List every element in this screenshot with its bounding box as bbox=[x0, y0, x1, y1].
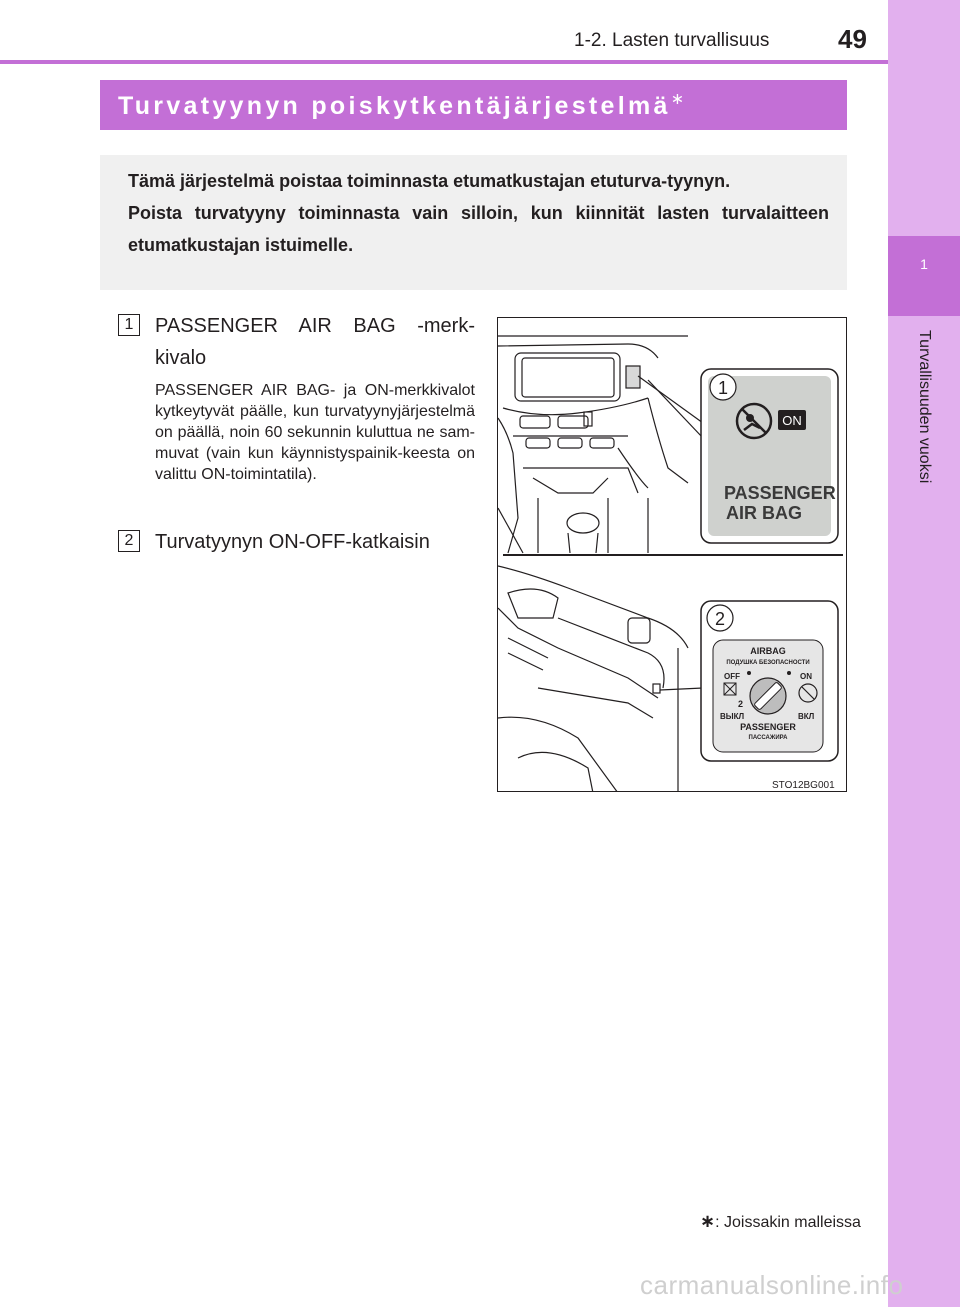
intro-paragraph: Tämä järjestelmä poistaa toiminnasta etumatkustajan etuturva-tyynyn. bbox=[128, 171, 731, 191]
item-number-badge: 1 bbox=[118, 314, 140, 336]
airbag-illustration bbox=[497, 317, 847, 792]
key-switch-knob bbox=[750, 678, 786, 714]
chapter-tab bbox=[888, 236, 960, 316]
callout-number: 1 bbox=[717, 378, 729, 398]
switch-on-label: ON bbox=[800, 672, 812, 681]
callout-number: 2 bbox=[714, 609, 726, 629]
footnote-text: : Joissakin malleissa bbox=[715, 1214, 861, 1231]
chapter-label: Turvallisuuden vuoksi bbox=[916, 330, 933, 484]
intro-box bbox=[100, 155, 847, 290]
item-number-badge: 2 bbox=[118, 530, 140, 552]
on-indicator: ON bbox=[782, 413, 802, 428]
dashboard-drawing bbox=[498, 318, 847, 792]
item-description: PASSENGER AIR BAG- ja ON-merkkivalot kytkeytyvät päälle, kun turvatyynyjärjestelmä on päällä, noin 60 sekunnin kuluttua ne sam-muvat (vain kun käynnistyspainik-keesta on valittu ON-toimintatila). bbox=[155, 382, 475, 483]
model-note-mark: ∗ bbox=[670, 91, 685, 108]
indicator-text: AIR BAG bbox=[726, 503, 802, 523]
switch-passenger-ru-label: ПАССАЖИРА bbox=[748, 735, 788, 741]
watermark: carmanualsonline.info bbox=[640, 1270, 904, 1300]
switch-subtitle: ПОДУШКА БЕЗОПАСНОСТИ bbox=[726, 660, 810, 666]
chapter-sidebar bbox=[888, 0, 960, 1307]
running-header: 1-2. Lasten turvallisuus bbox=[574, 30, 770, 51]
item-title: PASSENGER AIR BAG -merk-kivalo bbox=[155, 315, 475, 369]
footnote bbox=[700, 1211, 861, 1232]
switch-title: AIRBAG bbox=[750, 646, 786, 656]
intro-paragraph: Poista turvatyyny toiminnasta vain silloin, kun kiinnität lasten turvalaitteen etumatkustajan istuimelle. bbox=[128, 203, 829, 255]
switch-passenger-label: PASSENGER bbox=[740, 722, 796, 732]
section-title-text: Turvatyynyn poiskytkentäjärjestelmä bbox=[118, 92, 671, 120]
figure-code: STO12BG001 bbox=[772, 780, 835, 791]
indicator-text: PASSENGER bbox=[724, 483, 836, 503]
switch-on-ru-label: ВКЛ bbox=[798, 712, 815, 721]
section-title-bar bbox=[100, 80, 847, 130]
switch-off-label: OFF bbox=[724, 672, 740, 681]
section-title bbox=[118, 89, 684, 121]
svg-text:2: 2 bbox=[738, 699, 744, 709]
switch-off-ru-label: ВЫКЛ bbox=[720, 712, 745, 721]
chapter-number: 1 bbox=[920, 256, 928, 272]
page-number: 49 bbox=[838, 24, 867, 54]
item-title: Turvatyynyn ON-OFF-katkaisin bbox=[155, 531, 430, 553]
header-rule bbox=[0, 60, 888, 64]
footnote-mark: ∗ bbox=[700, 1211, 716, 1231]
